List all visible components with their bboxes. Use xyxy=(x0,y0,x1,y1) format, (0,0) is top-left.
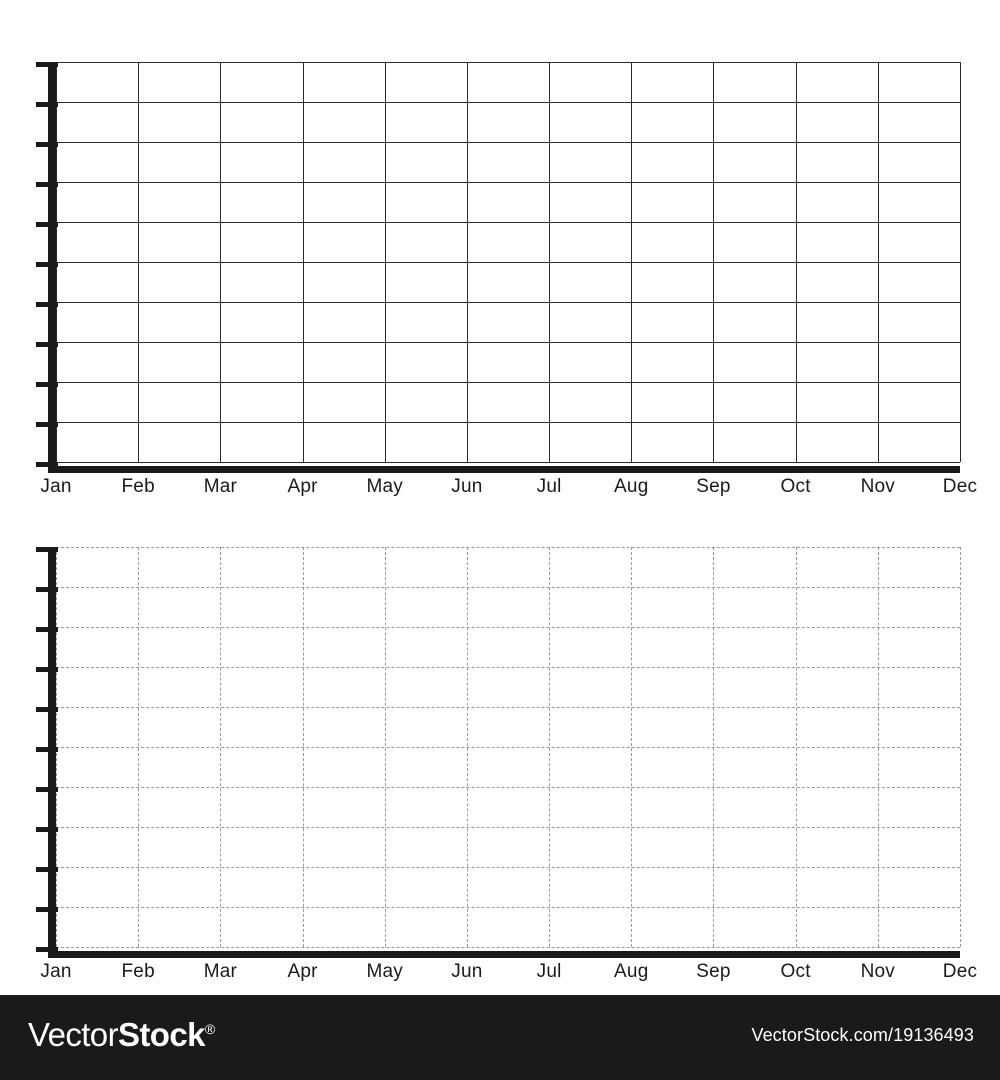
y-axis-tick xyxy=(36,947,58,952)
x-tick-label: Jun xyxy=(451,961,483,982)
x-tick-label: Aug xyxy=(614,961,649,982)
vectorstock-logo xyxy=(28,1016,215,1054)
gridline-horizontal xyxy=(56,262,960,263)
gridlines-dashed xyxy=(56,547,960,947)
y-axis-tick xyxy=(36,62,58,67)
x-tick-label: Dec xyxy=(942,476,978,497)
x-tick-label: Feb xyxy=(121,961,155,982)
x-tick-label: Sep xyxy=(696,476,731,497)
x-tick-label: Oct xyxy=(780,961,811,982)
x-tick-label: Nov xyxy=(860,476,896,497)
gridline-horizontal xyxy=(56,587,960,588)
gridline-horizontal xyxy=(56,382,960,383)
x-tick-label: Apr xyxy=(287,476,318,497)
brand-first: Vector xyxy=(28,1016,118,1053)
gridline-horizontal xyxy=(56,707,960,708)
plot-area-dashed xyxy=(40,547,978,982)
watermark-footer xyxy=(0,995,1000,1080)
gridline-horizontal xyxy=(56,827,960,828)
gridline-horizontal xyxy=(56,462,960,463)
y-axis-tick xyxy=(36,747,58,752)
gridline-horizontal xyxy=(56,907,960,908)
gridline-horizontal xyxy=(56,302,960,303)
x-tick-label: Jan xyxy=(40,476,72,497)
gridline-horizontal xyxy=(56,867,960,868)
y-axis-tick xyxy=(36,547,58,552)
gridlines-solid xyxy=(56,62,960,462)
y-axis-tick xyxy=(36,182,58,187)
y-axis-tick xyxy=(36,627,58,632)
y-axis-tick xyxy=(36,382,58,387)
gridline-horizontal xyxy=(56,627,960,628)
brand-second: Stock xyxy=(117,1016,205,1053)
gridline-horizontal xyxy=(56,342,960,343)
x-tick-label: Jan xyxy=(40,961,72,982)
x-tick-label: Nov xyxy=(860,961,896,982)
chart-dashed-grid xyxy=(0,525,1000,982)
x-axis-solid xyxy=(48,466,960,473)
x-axis-dashed xyxy=(48,951,960,958)
gridline-horizontal xyxy=(56,547,960,548)
x-tick-label: Oct xyxy=(780,476,811,497)
gridline-horizontal xyxy=(56,62,960,63)
y-axis-tick xyxy=(36,422,58,427)
y-axis-tick xyxy=(36,222,58,227)
x-tick-labels-solid xyxy=(40,476,978,502)
x-tick-label: May xyxy=(366,961,403,982)
gridline-vertical xyxy=(960,547,961,947)
gridline-horizontal xyxy=(56,422,960,423)
y-axis-tick xyxy=(36,342,58,347)
y-axis-tick xyxy=(36,462,58,467)
x-tick-label: Jun xyxy=(451,476,483,497)
x-tick-label: Feb xyxy=(121,476,155,497)
x-tick-label: Apr xyxy=(287,961,318,982)
x-tick-label: Mar xyxy=(203,961,238,982)
x-tick-label: Jul xyxy=(536,961,562,982)
y-axis-tick xyxy=(36,587,58,592)
x-tick-label: Dec xyxy=(942,961,978,982)
gridline-horizontal xyxy=(56,667,960,668)
x-tick-label: Sep xyxy=(696,961,731,982)
gridline-horizontal xyxy=(56,222,960,223)
gridline-horizontal xyxy=(56,947,960,948)
y-axis-tick xyxy=(36,707,58,712)
gridline-horizontal xyxy=(56,182,960,183)
gridline-horizontal xyxy=(56,787,960,788)
x-tick-label: Mar xyxy=(203,476,238,497)
y-axis-tick xyxy=(36,827,58,832)
x-tick-labels-dashed xyxy=(40,961,978,987)
y-axis-tick xyxy=(36,102,58,107)
y-axis-tick xyxy=(36,142,58,147)
gridline-horizontal xyxy=(56,142,960,143)
x-tick-label: Jul xyxy=(536,476,562,497)
chart-solid-grid xyxy=(0,40,1000,497)
gridline-horizontal xyxy=(56,747,960,748)
y-axis-tick xyxy=(36,787,58,792)
y-axis-tick xyxy=(36,262,58,267)
gridline-vertical xyxy=(960,62,961,462)
registered-trademark-icon: ® xyxy=(204,1021,215,1037)
gridline-horizontal xyxy=(56,102,960,103)
y-axis-tick xyxy=(36,907,58,912)
y-axis-tick xyxy=(36,667,58,672)
plot-area-solid xyxy=(40,62,978,497)
y-axis-tick xyxy=(36,867,58,872)
x-tick-label: May xyxy=(366,476,403,497)
y-axis-tick xyxy=(36,302,58,307)
x-tick-label: Aug xyxy=(614,476,649,497)
footer-url: VectorStock.com/19136493 xyxy=(751,1025,974,1045)
